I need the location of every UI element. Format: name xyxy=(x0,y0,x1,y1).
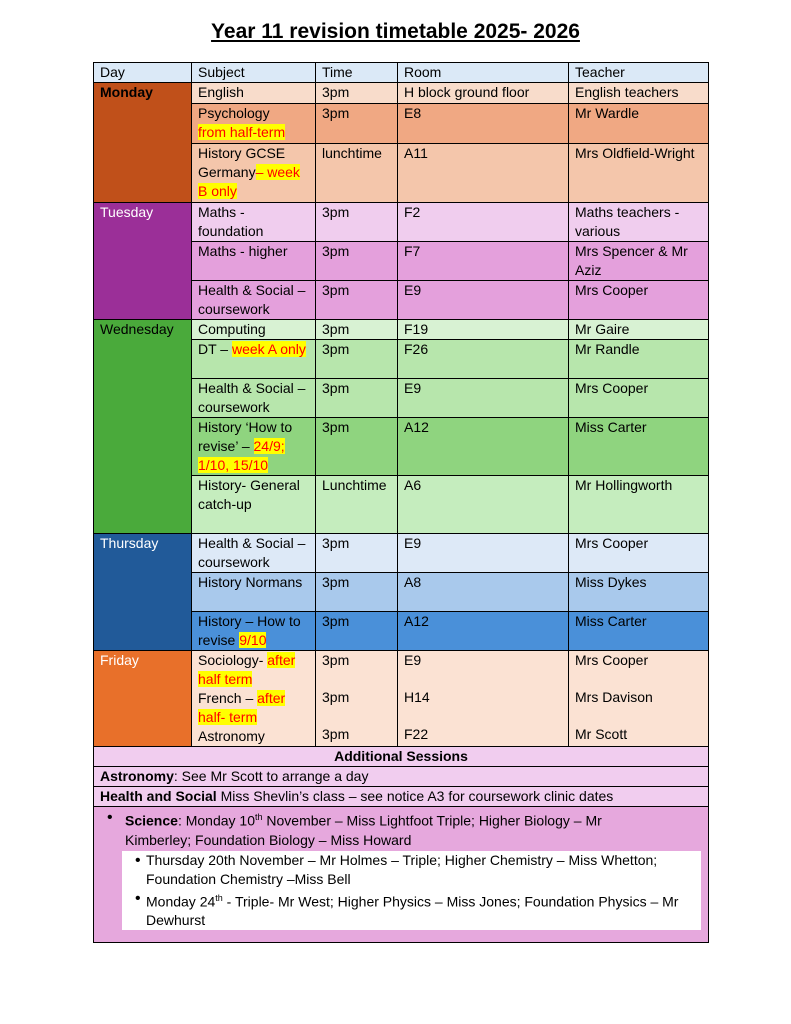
astronomy-row xyxy=(94,767,709,787)
time-cell: 3pm xyxy=(316,83,398,104)
header-day: Day xyxy=(94,63,192,83)
teacher-cell: Mrs Spencer & Mr Aziz xyxy=(569,242,709,281)
highlight-note: – week B only xyxy=(198,164,300,199)
subject-cell xyxy=(192,418,316,476)
time-text: 3pm xyxy=(322,726,350,742)
subject-cell: Maths - higher xyxy=(192,242,316,281)
teacher-cell: Mrs Cooper xyxy=(569,534,709,573)
additional-heading-row xyxy=(94,747,709,767)
room-cell: A8 xyxy=(398,573,569,612)
science-label: Science xyxy=(125,812,178,829)
time-cell: 3pm xyxy=(316,418,398,476)
room-text: E9 xyxy=(404,652,422,668)
table-row xyxy=(94,534,709,573)
highlight-note: after half- term xyxy=(198,690,286,725)
science-text: - Triple- Mr West; Higher Physics – Miss Jones; Foundation Physics – Mr Dewhurst xyxy=(146,893,679,929)
header-teacher: Teacher xyxy=(569,63,709,83)
teacher-cell: Mr Wardle xyxy=(569,104,709,144)
list-item xyxy=(94,808,708,850)
health-social-text: Miss Shevlin’s class – see notice A3 for coursework clinic dates xyxy=(216,788,614,804)
subject-cell xyxy=(192,144,316,203)
science-list xyxy=(94,808,708,850)
time-cell xyxy=(316,651,398,747)
day-cell-tuesday: Tuesday xyxy=(94,203,192,320)
header-time: Time xyxy=(316,63,398,83)
room-cell: F7 xyxy=(398,242,569,281)
highlight-note: 9/10 xyxy=(239,632,267,648)
additional-heading: Additional Sessions xyxy=(94,747,709,767)
subject-cell xyxy=(192,340,316,379)
room-cell: A12 xyxy=(398,418,569,476)
table-row xyxy=(94,203,709,242)
room-cell: F19 xyxy=(398,320,569,340)
astronomy-label: Astronomy xyxy=(100,768,174,784)
teacher-cell: Mr Gaire xyxy=(569,320,709,340)
day-cell-thursday: Thursday xyxy=(94,534,192,651)
ordinal-suffix: th xyxy=(215,892,223,903)
table-row xyxy=(94,320,709,340)
subject-text: French – xyxy=(198,690,258,706)
health-social-label: Health and Social xyxy=(100,788,217,804)
room-cell: E8 xyxy=(398,104,569,144)
ordinal-suffix: th xyxy=(255,812,263,822)
science-text: : Monday 10 xyxy=(177,812,255,829)
teacher-cell: Miss Dykes xyxy=(569,573,709,612)
teacher-text: Mr Scott xyxy=(575,726,628,742)
revision-timetable xyxy=(93,62,709,943)
astronomy-note xyxy=(94,767,709,787)
highlight-note: from half-term xyxy=(198,124,286,140)
header-room: Room xyxy=(398,63,569,83)
science-row xyxy=(94,807,709,943)
day-cell-friday: Friday xyxy=(94,651,192,747)
subject-cell xyxy=(192,651,316,747)
time-cell: 3pm xyxy=(316,320,398,340)
astronomy-text: : See Mr Scott to arrange a day xyxy=(173,768,369,784)
subject-text: History GCSE Germany xyxy=(198,145,286,180)
page-title: Year 11 revision timetable 2025- 2026 xyxy=(211,20,580,43)
science-text: Monday 24 xyxy=(146,893,216,910)
subject-cell: Health & Social – coursework xyxy=(192,281,316,320)
day-cell-wednesday: Wednesday xyxy=(94,320,192,534)
time-cell: lunchtime xyxy=(316,144,398,203)
teacher-cell: Miss Carter xyxy=(569,612,709,651)
room-cell: E9 xyxy=(398,281,569,320)
room-text: H14 xyxy=(404,689,430,705)
teacher-cell: Mr Randle xyxy=(569,340,709,379)
subject-text: History ‘How to revise’ – xyxy=(198,419,293,454)
room-cell: F26 xyxy=(398,340,569,379)
highlight-note: week A only xyxy=(231,341,306,357)
room-cell xyxy=(398,651,569,747)
health-social-row xyxy=(94,787,709,807)
subject-cell: English xyxy=(192,83,316,104)
time-cell: 3pm xyxy=(316,104,398,144)
science-cell xyxy=(94,807,709,943)
subject-text: DT – xyxy=(198,341,232,357)
time-cell: 3pm xyxy=(316,242,398,281)
room-cell: A12 xyxy=(398,612,569,651)
teacher-text: Mrs Cooper xyxy=(575,652,649,668)
header-row xyxy=(94,63,709,83)
time-cell: 3pm xyxy=(316,573,398,612)
subject-cell: Health & Social – coursework xyxy=(192,379,316,418)
time-cell: Lunchtime xyxy=(316,476,398,534)
subject-cell xyxy=(192,104,316,144)
room-cell: A6 xyxy=(398,476,569,534)
science-more-box xyxy=(122,851,701,931)
teacher-cell: English teachers xyxy=(569,83,709,104)
time-text: 3pm xyxy=(322,652,350,668)
room-cell: A11 xyxy=(398,144,569,203)
subject-text: Psychology xyxy=(198,105,270,121)
header-subject: Subject xyxy=(192,63,316,83)
science-text: November – Miss Lightfoot Triple; Higher Biology – Mr Kimberley; Foundation Biology – Miss Howard xyxy=(125,812,602,848)
time-cell: 3pm xyxy=(316,340,398,379)
teacher-cell: Maths teachers - various xyxy=(569,203,709,242)
room-cell: E9 xyxy=(398,379,569,418)
subject-cell: History- General catch-up xyxy=(192,476,316,534)
time-cell: 3pm xyxy=(316,534,398,573)
time-cell: 3pm xyxy=(316,612,398,651)
teacher-cell xyxy=(569,651,709,747)
highlight-note: 24/9; 1/10, 15/10 xyxy=(198,438,285,473)
teacher-cell: Mrs Cooper xyxy=(569,379,709,418)
teacher-cell: Miss Carter xyxy=(569,418,709,476)
subject-text: Sociology- xyxy=(198,652,268,668)
time-cell: 3pm xyxy=(316,379,398,418)
list-item xyxy=(122,851,701,889)
subject-cell: History Normans xyxy=(192,573,316,612)
room-cell: H block ground floor xyxy=(398,83,569,104)
room-cell: F2 xyxy=(398,203,569,242)
subject-cell: Computing xyxy=(192,320,316,340)
time-cell: 3pm xyxy=(316,203,398,242)
subject-text: Astronomy xyxy=(198,728,265,744)
teacher-cell: Mrs Oldfield-Wright xyxy=(569,144,709,203)
teacher-text: Mrs Davison xyxy=(575,689,653,705)
subject-cell: Health & Social – coursework xyxy=(192,534,316,573)
table-row xyxy=(94,651,709,747)
subject-cell: Maths - foundation xyxy=(192,203,316,242)
teacher-cell: Mr Hollingworth xyxy=(569,476,709,534)
list-item xyxy=(122,889,701,931)
day-cell-monday: Monday xyxy=(94,83,192,203)
science-list-more xyxy=(122,851,701,931)
room-cell: E9 xyxy=(398,534,569,573)
subject-cell xyxy=(192,612,316,651)
time-cell: 3pm xyxy=(316,281,398,320)
highlight-note: after half term xyxy=(198,652,296,687)
science-text: Thursday 20th November – Mr Holmes – Triple; Higher Chemistry – Miss Whetton; Foundation Chemistry –Miss Bell xyxy=(146,851,658,887)
subject-text: History – How to revise xyxy=(198,613,301,648)
table-row xyxy=(94,83,709,104)
health-social-note xyxy=(94,787,709,807)
time-text: 3pm xyxy=(322,689,350,705)
teacher-cell: Mrs Cooper xyxy=(569,281,709,320)
room-text: F22 xyxy=(404,726,429,742)
